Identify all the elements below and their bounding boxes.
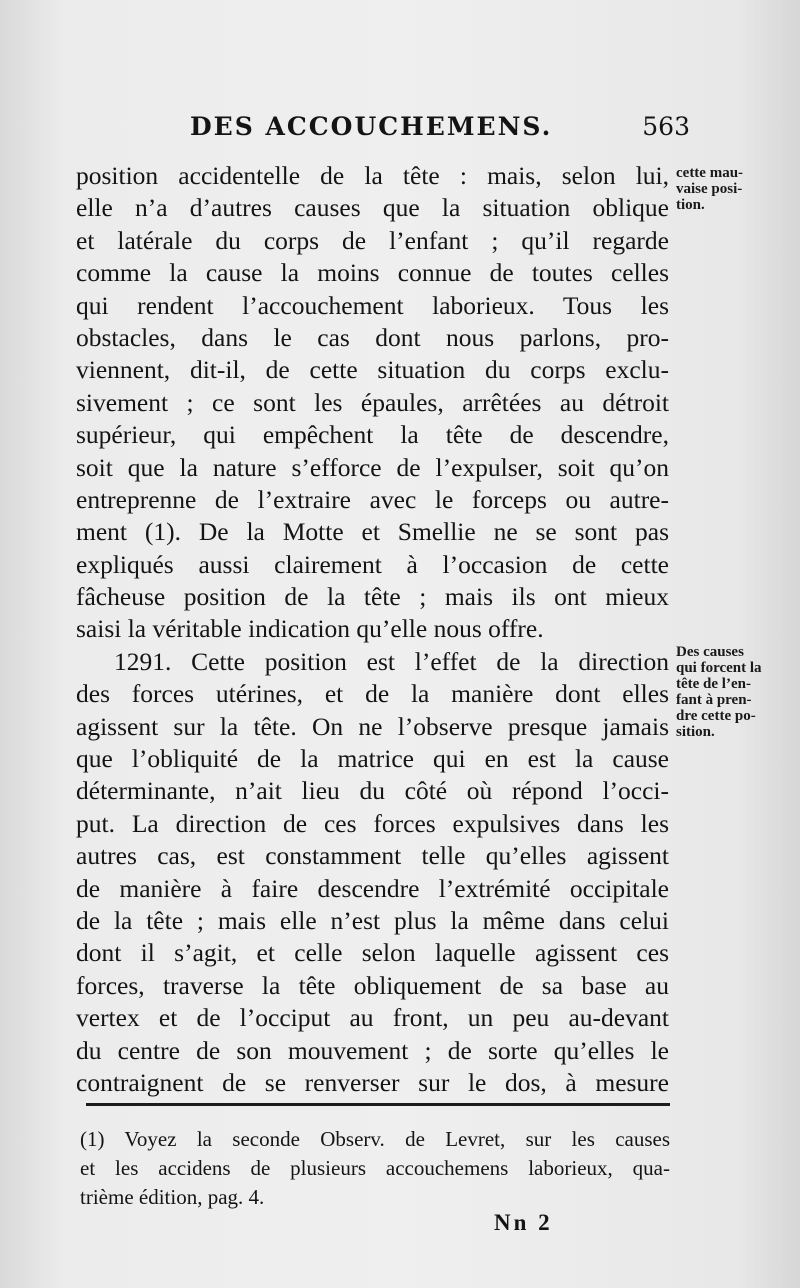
text-line: des forces utérines, et de la manière dont elles (76, 679, 669, 709)
text-line: qui rendent l’accouchement laborieux. Tous les (76, 290, 669, 320)
text-line: déterminante, n’ait lieu du côté où répond l’occi- (76, 776, 669, 806)
text-line: elle n’a d’autres causes que la situation oblique (76, 193, 669, 223)
text-line: soit que la nature s’efforce de l’expulser, soit qu’on (76, 452, 669, 482)
text-line: ment (1). De la Motte et Smellie ne se sont pas (76, 517, 669, 547)
margin-note-line: tion. (676, 197, 705, 213)
footnote-line: trième édition, pag. 4. (80, 1185, 265, 1209)
text-line: contraignent de se renverser sur le dos, à mesure (76, 1067, 669, 1097)
paragraph-1291-start: 1291. Cette position est l’effet de la direction (114, 646, 669, 676)
text-line: obstacles, dans le cas dont nous parlons, pro- (76, 322, 669, 352)
text-line: fâcheuse position de la tête ; mais ils ont mieux (76, 582, 669, 612)
page-number: 563 (642, 112, 690, 141)
footnote-line: (1) Voyez la seconde Observ. de Levret, sur les causes (80, 1127, 670, 1151)
footnote-rule (86, 1103, 670, 1106)
text-line: viennent, dit-il, de cette situation du corps exclu- (76, 355, 669, 385)
text-line: comme la cause la moins connue de toutes celles (76, 258, 669, 288)
text-line: agissent sur la tête. On ne l’observe presque jamais (76, 711, 669, 741)
text-line: que l’obliquité de la matrice qui en est la cause (76, 744, 669, 774)
margin-note-line: fant à pren- (676, 692, 752, 708)
margin-note-line: dre cette po- (676, 708, 756, 724)
text-line: entreprenne de l’extraire avec le forceps ou autre- (76, 484, 669, 514)
text-line: expliqués aussi clairement à l’occasion de cette (76, 549, 669, 579)
text-line: dont il s’agit, et celle selon laquelle agissent ces (76, 938, 669, 968)
text-line: put. La direction de ces forces expulsives dans les (76, 808, 669, 838)
text-line: sivement ; ce sont les épaules, arrêtées au détroit (76, 387, 669, 417)
main-text (76, 160, 669, 1099)
margin-note-causes (676, 644, 794, 740)
text-line: forces, traverse la tête obliquement de sa base au (76, 970, 669, 1000)
text-line: du centre de son mouvement ; de sorte qu’elles le (76, 1035, 669, 1065)
text-line: position accidentelle de la tête : mais, selon lui, (76, 161, 669, 190)
margin-note-line: cette mau- (676, 165, 744, 181)
running-header (190, 112, 690, 152)
margin-note-line: sition. (676, 724, 715, 740)
footnote (80, 1125, 670, 1212)
text-line: supérieur, qui empêchent la tête de descendre, (76, 420, 669, 450)
signature-mark: Nn 2 (494, 1210, 553, 1235)
footnote-line: et les accidens de plusieurs accouchemens laborieux, qua- (80, 1156, 670, 1180)
margin-note-line: Des causes (676, 644, 744, 660)
margin-note-line: qui forcent la (676, 660, 762, 676)
running-title: DES ACCOUCHEMENS. (190, 112, 553, 141)
margin-note-bad-position (676, 165, 791, 213)
text-line: vertex et de l’occiput au front, un peu au-devant (76, 1003, 669, 1033)
text-line: de manière à faire descendre l’extrémité occipitale (76, 873, 669, 903)
margin-note-line: vaise posi- (676, 181, 743, 197)
text-line: saisi la véritable indication qu’elle nous offre. (76, 614, 544, 644)
text-line: autres cas, est constamment telle qu’elles agissent (76, 841, 669, 871)
text-line: et latérale du corps de l’enfant ; qu’il regarde (76, 225, 669, 255)
margin-note-line: tête de l’en- (676, 676, 751, 692)
text-line: de la tête ; mais elle n’est plus la même dans celui (76, 905, 669, 935)
